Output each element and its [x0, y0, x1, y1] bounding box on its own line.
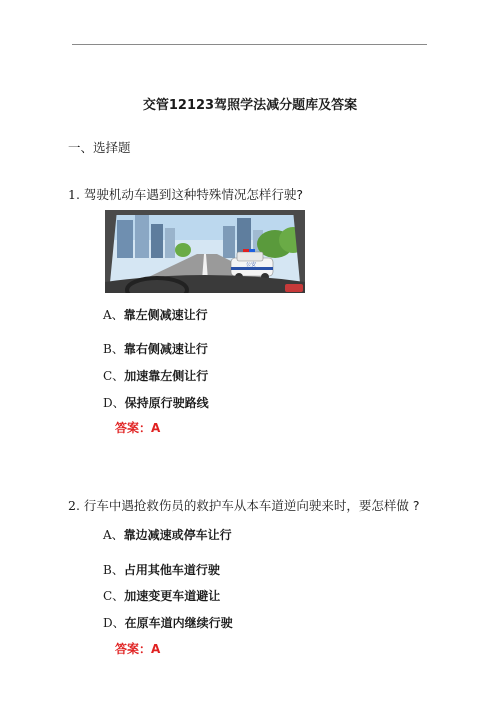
q1-option-d: D、保持原行驶路线 — [103, 396, 209, 410]
header-rule — [72, 44, 427, 45]
q1-option-b: B、靠右侧减速让行 — [103, 342, 208, 356]
q2-option-b: B、占用其他车道行驶 — [103, 563, 220, 577]
q1-option-c: C、加速靠左侧让行 — [103, 369, 209, 383]
question-text: 驾驶机动车遇到这种特殊情况怎样行驶? — [83, 187, 304, 202]
document-title: 交管12123驾照学法减分题库及答案 — [142, 98, 358, 113]
question-1 — [68, 185, 303, 203]
police-car-label: 公安 — [246, 262, 257, 268]
q2-option-d: D、在原车道内继续行驶 — [103, 616, 233, 630]
question-text: 行车中遇抢救伤员的救护车从本车道逆向驶来时，要怎样做 ? — [83, 498, 420, 513]
section-heading: 一、选择题 — [68, 140, 131, 155]
q2-option-a: A、靠边减速或停车让行 — [103, 528, 232, 542]
question-number: 2. — [68, 498, 80, 513]
q2-option-c: C、加速变更车道避让 — [103, 589, 221, 603]
q2-answer: 答案：A — [115, 642, 161, 656]
question-1-scene-image — [105, 210, 305, 293]
q1-answer: 答案：A — [115, 421, 161, 435]
question-2 — [68, 496, 420, 514]
question-number: 1. — [68, 187, 80, 202]
q1-option-a: A、靠左侧减速让行 — [103, 308, 208, 322]
